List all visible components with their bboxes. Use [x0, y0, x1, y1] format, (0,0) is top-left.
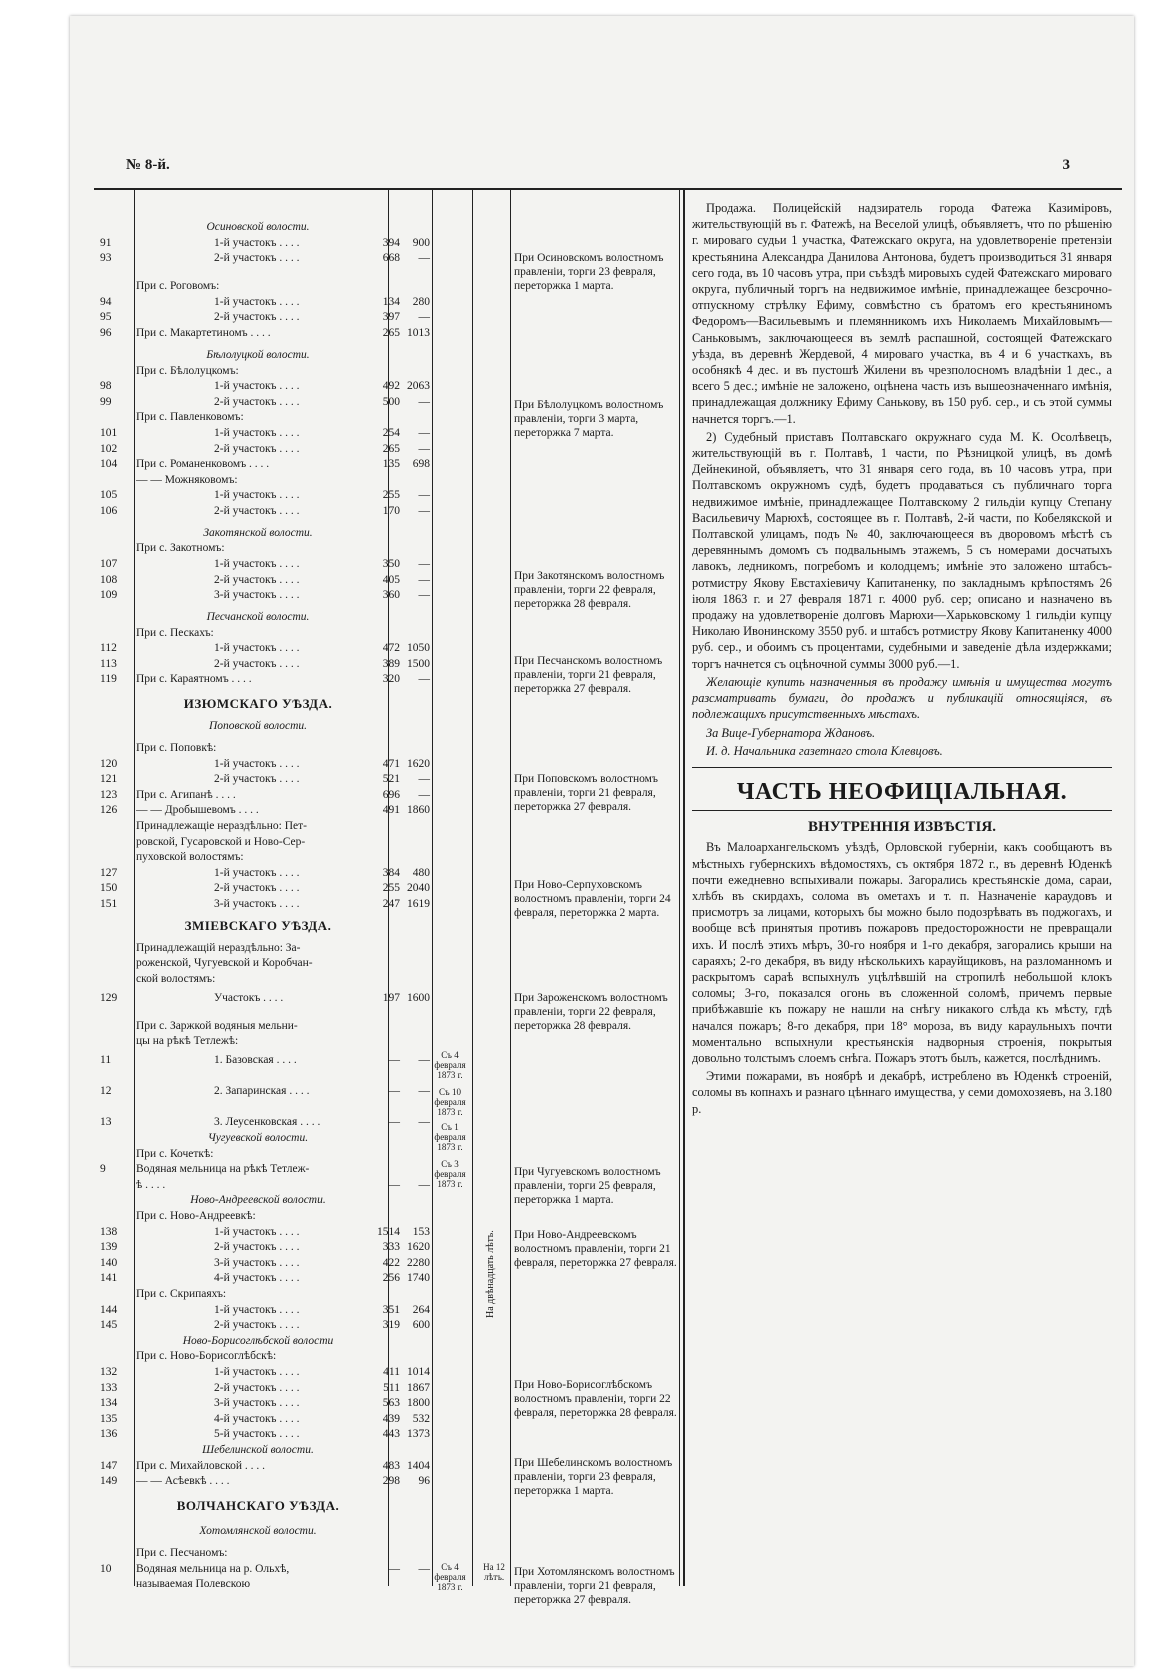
desyatin-value: —: [388, 1562, 400, 1575]
desyatin-value: 1514: [377, 1225, 400, 1238]
lot-location: При с. Караятномъ . . . .: [136, 673, 252, 686]
desyatin-value: 360: [382, 589, 400, 602]
lot-location: При с. Ново-Андреевкѣ:: [136, 1210, 256, 1223]
column-divider: [683, 188, 685, 1586]
lot-number: 140: [100, 1256, 118, 1269]
lot-plot: 1-й участокъ . . . .: [214, 1303, 300, 1316]
lot-location: При с. Закотномъ:: [136, 542, 225, 555]
lease-term: Съ 10 февраля 1873 г.: [434, 1087, 466, 1118]
desyatin-value: 197: [382, 991, 400, 1004]
desyatin-value: 134: [382, 295, 400, 308]
col-rule: [510, 188, 511, 1586]
sale-notice-2: 2) Судебный приставъ Полтавскаго окружнаго суда М. К. Осолѣвецъ, жительствующій въ г. Полтавѣ, 1 части, по Рѣзницкой улицѣ, въ домѣ Дейнекиной, объявляетъ, что 31 января сего года, въ 10 часовъ утра, при Полтавскомъ окружномъ судѣ, будетъ продаваться съ публичнаго торга недвижимое имѣніе, принадлежащее Полтавскому 2 гильдіи купцу Степану Васильевичу Марюхѣ, состоящее въ г. Полтавѣ, 2-й части, по Кобелякской и Полтавской улицамъ, подъ № 40, заключающееся въ дворовомъ мѣстѣ съ деревяннымъ домомъ съ подвальнымъ этажемъ, 5 съ номерами досчатыхъ лавокъ, ледникомъ, погребомъ и колодцемъ; имѣніе это заложено штабсъ-ротмистру Якову Евстахіевичу Капитаненку, по закладнымъ крѣпостямъ 26 іюля 1863 г. и 27 февраля 1871 г. 4000 руб. сер; описано и назначено въ продажу на удовлетвореніе долговъ Марюхи—Харьковскому 1 гильдіи купцу Николаю Ивонинскому 3550 руб. и штабсъ ротмистру Якову Капитаненку 4000 руб. сер., и обоимъ съ процентами, судебными и заведеніе дѣла издержками; торгъ начнется съ оцѣночной суммы 3000 руб.—1.: [692, 429, 1112, 671]
rent-value: —: [418, 1054, 430, 1067]
lot-plot: 1-й участокъ . . . .: [214, 426, 300, 439]
signature-desk-head: И. д. Начальника газетнаго стола Клевцовъ.: [706, 743, 943, 758]
news-article: Въ Малоархангельскомъ уѣздѣ, Орловской губерніи, какъ сообщаютъ въ мѣстныхъ губернскихъ вѣдомостяхъ, съ октября 1872 г., въ деревнѣ Юденкѣ почти ежедневно вспыхивали пожары. Загорались крестьянскіе дома, сараи, хлѣбъ въ скирдахъ, солома въ ометахъ и т. п. Назначеніе караудовъ и присмотръ за лицами, которыхъ бы можно было подозрѣвать въ поджогахъ, и вообще всѣ принятыя противъ пожаровъ предосторожности не превращали ихъ. И послѣ этихъ мѣръ, 30-го ноября и 1-го декабря, загорались крыши на сараяхъ; 2-го декабря, въ виду нѣсколькихъ карауйщиковъ, на разломанномъ и раскрытомъ сараѣ вспыхнулъ уцѣлѣвшій на стропилѣ небольшой клокъ соломы; 3-го, показался огонь въ сложенной соломѣ, причемъ первые прибѣжавшіе къ пожару не нашли на снѣгу никакого слѣда къ мѣсту, гдѣ начался пожаръ; 8-го декабря, при 18° мороза, въ виду караульныхъ почти моментально вспыхнули крестьянскія надворныя строенія, покрытыя довольно толстымъ слоемъ снѣга. Пожаръ этотъ былъ, кажется, послѣднимъ.: [692, 840, 1112, 1065]
lot-number: 104: [100, 458, 118, 471]
lot-plot: 1-й участокъ . . . .: [214, 557, 300, 570]
lot-location: При с. Заржкой водяныя мельни-: [136, 1019, 298, 1032]
lot-plot: 1-й участокъ . . . .: [214, 1366, 300, 1379]
lot-location: ской волостямъ:: [136, 972, 216, 985]
rent-value: 600: [412, 1319, 430, 1332]
auction-note: При Песчанскомъ волостномъ правленіи, торги 21 февраля, переторжка 27 февраля.: [514, 654, 663, 695]
subsection-title: ВНУТРЕННІЯ ИЗВѢСТІЯ.: [808, 819, 996, 836]
lot-number: 9: [100, 1163, 106, 1176]
rent-value: 1600: [407, 991, 430, 1004]
lot-location: Водяная мельница на р. Ольхѣ,: [136, 1562, 290, 1575]
desyatin-value: 492: [382, 380, 400, 393]
desyatin-value: 319: [382, 1319, 400, 1332]
lot-plot: 2-й участокъ . . . .: [214, 395, 300, 408]
lot-number: 11: [100, 1054, 112, 1067]
desyatin-value: 351: [382, 1303, 400, 1316]
lot-plot: 1-й участокъ . . . .: [214, 380, 300, 393]
district-name: ИЗЮМСКАГО УѢЗДА.: [183, 696, 333, 712]
volost-name: Песчанской волости.: [206, 611, 310, 623]
lot-plot: 4-й участокъ . . . .: [214, 1272, 300, 1285]
newspaper-page: [70, 16, 1134, 1666]
lease-term: Съ 1 февраля 1873 г.: [434, 1121, 466, 1152]
lot-number: 102: [100, 442, 118, 455]
col-rule: [134, 188, 135, 1586]
lot-number: 99: [100, 395, 112, 408]
desyatin-value: —: [388, 1054, 400, 1067]
auction-note: При Ново-Борисоглѣбскомъ волостномъ правленіи, торги 22 февраля, переторжка 28 февраля.: [514, 1378, 677, 1419]
lot-location: При с. Скрипаяхъ:: [136, 1288, 227, 1301]
rent-value: 1500: [407, 657, 430, 670]
desyatin-value: 333: [382, 1241, 400, 1254]
desyatin-value: 439: [382, 1412, 400, 1425]
rent-value: —: [418, 311, 430, 324]
lot-number: 145: [100, 1319, 118, 1332]
auction-note: При Поповскомъ волостномъ правленіи, торги 21 февраля, переторжка 27 февраля.: [514, 773, 658, 814]
sale-notice-1: Продажа. Полицейскій надзиратель города Фатежа Казиміровъ, жительствующій въ г. Фатежѣ, на Веселой улицѣ, объявляетъ, что по рѣшенію г. мироваго судьи 1 участка, Фатежскаго округа, на удовлетвореніе претензіи крестьянина Александра Данилова Антонова, будетъ производиться 31 января сего года, въ 10 часовъ утра, при съѣздѣ мировыхъ судей Фатежскаго мироваго округа, публичный торгъ на недвижимое имѣніе, принадлежащее безсрочно-отпускному стрѣлку Ефиму, совмѣстно съ братомъ его крестьяниномъ Федоромъ—Васильевымъ и племянникомъ ихъ Николаемъ Михайловымъ—Саньковымъ, заключающееся въ землѣ распашной, состоящей Фатежскаго уѣзда, въ деревнѣ Жердевой, 4 мироваго участка, въ 4 и 6 участкахъ, въ особнякѣ 4 дес. и въ пустошѣ Жилени въ чрезполосномъ владѣніи 1 дес., а всего 5 дес.; имѣніе не заложено, оцѣнена часть изъ вышеозначеннаго имѣнія, принадлежащая должнику Ефиму Санькову, въ 150 руб. сер., и съ этой суммы начнется торгъ.—1.: [692, 201, 1112, 426]
rent-value: 2063: [407, 380, 430, 393]
auction-table: [98, 188, 730, 1606]
lot-plot: 2-й участокъ . . . .: [214, 442, 300, 455]
auction-note: При Зароженскомъ волостномъ правленіи, торги 22 февраля, переторжка 28 февраля.: [514, 991, 668, 1032]
lot-number: 109: [100, 589, 118, 602]
lot-number: 127: [100, 866, 118, 879]
rent-value: 2040: [407, 882, 430, 895]
rent-value: —: [418, 788, 430, 801]
lot-number: 94: [100, 295, 112, 308]
lot-location: роженской, Чугуевской и Коробчан-: [136, 957, 313, 970]
col-rule: [472, 188, 473, 1586]
page-number: 3: [1062, 157, 1070, 173]
rent-value: —: [418, 252, 430, 265]
lot-number: 107: [100, 557, 118, 570]
col-rule: [432, 188, 433, 1586]
lot-number: 106: [100, 504, 118, 517]
section-rule: [692, 767, 1112, 768]
rent-value: 1620: [407, 1241, 430, 1254]
lot-plot: 1-й участокъ . . . .: [214, 236, 300, 249]
lot-number: 10: [100, 1562, 112, 1575]
lot-number: 144: [100, 1303, 118, 1316]
rent-value: —: [418, 426, 430, 439]
desyatin-value: 443: [382, 1428, 400, 1441]
rent-value: 1860: [407, 804, 430, 817]
lot-location: При с. Бѣлолуцкомъ:: [136, 364, 239, 377]
lot-plot: 1-й участокъ . . . .: [214, 295, 300, 308]
district-name: ЗМІЕВСКАГО УѢЗДА.: [184, 917, 332, 933]
desyatin-value: 696: [382, 788, 400, 801]
desyatin-value: 384: [382, 866, 400, 879]
lot-location: При с. Поповкѣ:: [136, 742, 217, 755]
desyatin-value: 265: [382, 442, 400, 455]
desyatin-value: 511: [383, 1381, 400, 1394]
volost-name: Ново-Андреевской волости.: [190, 1194, 326, 1207]
rent-value: 1404: [407, 1459, 430, 1472]
closing-note: Желающіе купить назначенныя въ продажу имѣнія и имущества могутъ разсматривать бумаги, до продажъ и публикацій относящіяся, въ подлежащихъ присутственныхъ мѣстахъ.: [692, 674, 1112, 722]
lot-number: 126: [100, 804, 118, 817]
desyatin-value: 256: [382, 1272, 400, 1285]
auction-note: При Хотомлянскомъ волостномъ правленіи, торги 21 февраля, переторжка 27 февраля.: [514, 1565, 675, 1606]
lot-plot: 1-й участокъ . . . .: [214, 642, 300, 655]
lot-location: При с. Песчаномъ:: [136, 1547, 228, 1559]
lot-plot: 2-й участокъ . . . .: [214, 657, 300, 670]
desyatin-value: 255: [382, 489, 400, 502]
lot-plot: 5-й участокъ . . . .: [214, 1428, 300, 1441]
lot-location: ѣ . . . .: [136, 1178, 166, 1191]
desyatin-value: —: [388, 1116, 400, 1129]
desyatin-value: 471: [382, 757, 400, 770]
lot-number: 98: [100, 380, 112, 393]
lot-plot: 1. Базовская . . . .: [214, 1054, 297, 1067]
lot-location: Водяная мельница на рѣкѣ Тетлеж-: [136, 1163, 310, 1176]
lot-number: 112: [100, 642, 117, 655]
lot-number: 150: [100, 882, 118, 895]
rent-value: —: [418, 673, 430, 686]
lot-location: называемая Полевскою: [136, 1578, 251, 1591]
rent-value: 1620: [407, 757, 430, 770]
district-name: ВОЛЧАНСКАГО УѢЗДА.: [176, 1498, 340, 1514]
auction-note: При Шебелинскомъ волостномъ правленіи, торги 23 февраля, переторжка 1 марта.: [514, 1456, 673, 1497]
rent-value: —: [418, 1116, 430, 1129]
rent-value: 96: [418, 1475, 430, 1488]
volost-name: Поповской волости.: [208, 720, 308, 733]
rent-value: 1740: [407, 1272, 430, 1285]
rent-value: 480: [412, 866, 430, 879]
desyatin-value: 170: [382, 504, 400, 517]
rent-value: —: [418, 557, 430, 570]
lot-number: 133: [100, 1381, 118, 1394]
lot-number: 12: [100, 1085, 112, 1098]
lot-plot: 1-й участокъ . . . .: [214, 866, 300, 879]
desyatin-value: 298: [382, 1475, 400, 1488]
lot-location: При с. Пескахъ:: [136, 626, 214, 639]
desyatin-value: 483: [382, 1459, 400, 1472]
lease-term: Съ 4 февраля 1873 г.: [434, 1049, 466, 1080]
lot-number: 136: [100, 1428, 118, 1441]
rent-value: —: [418, 573, 430, 586]
lot-number: 129: [100, 991, 118, 1004]
lot-plot: 4-й участокъ . . . .: [214, 1412, 300, 1425]
vertical-term-note: На двѣнадцать лѣтъ.: [485, 1230, 496, 1318]
lot-number: 91: [100, 236, 112, 249]
volost-name: Чугуевской волости.: [207, 1132, 309, 1145]
section-rule: [692, 810, 1112, 811]
auction-note: При Чугуевскомъ волостномъ правленіи, торги 25 февраля, переторжка 1 марта.: [514, 1166, 661, 1207]
lot-location: пуховской волостямъ:: [136, 851, 244, 864]
lot-plot: 2-й участокъ . . . .: [214, 1381, 300, 1394]
lease-term: Съ 4 февраля 1873 г.: [434, 1561, 466, 1592]
desyatin-value: 389: [382, 657, 400, 670]
rent-value: 280: [412, 295, 430, 308]
rent-value: 2280: [407, 1256, 430, 1269]
auction-note: При Закотянскомъ волостномъ правленіи, торги 22 февраля, переторжка 28 февраля.: [514, 570, 665, 611]
rent-value: 1013: [407, 327, 430, 340]
lot-number: 101: [100, 426, 118, 439]
lease-term: Съ 3 февраля 1873 г.: [434, 1159, 466, 1190]
volost-name: Бѣлолуцкой волости.: [206, 348, 310, 361]
lot-location: Принадлежащіе нераздѣльно: Пет-: [136, 820, 308, 833]
rent-value: 1050: [407, 642, 430, 655]
lot-location: При с. Агипанѣ . . . .: [136, 788, 236, 801]
desyatin-value: 320: [382, 673, 400, 686]
rent-value: 1619: [407, 898, 430, 911]
desyatin-value: 521: [382, 773, 400, 786]
rent-value: —: [418, 1562, 430, 1575]
desyatin-value: 397: [382, 311, 400, 324]
lot-location: При с. Макартетиномъ . . . .: [136, 327, 271, 340]
lot-number: 121: [100, 773, 118, 786]
rent-value: 153: [412, 1225, 430, 1238]
auction-note: При Ново-Андреевскомъ волостномъ правленіи, торги 21 февраля, переторжка 27 февраля.: [514, 1228, 677, 1269]
lot-number: 96: [100, 327, 112, 340]
desyatin-value: —: [388, 1178, 400, 1191]
section-title: ЧАСТЬ НЕОФИЦІАЛЬНАЯ.: [736, 778, 1068, 805]
lot-plot: 2-й участокъ . . . .: [214, 1319, 300, 1332]
lot-location: При с. Роговомъ:: [136, 280, 220, 293]
desyatin-value: 491: [382, 804, 400, 817]
lot-number: 147: [100, 1459, 118, 1472]
rent-value: 1373: [407, 1428, 430, 1441]
rent-value: 900: [412, 236, 430, 249]
auction-note: При Бѣлолуцкомъ волостномъ правленіи, торги 3 марта, переторжка 7 марта.: [514, 398, 664, 439]
column-divider: [679, 188, 680, 1586]
lot-location: — — Асѣевкѣ . . . .: [136, 1475, 230, 1488]
lot-location: При с. Павленковомъ:: [136, 411, 244, 424]
lot-plot: 2-й участокъ . . . .: [214, 573, 300, 586]
lot-number: 132: [100, 1366, 118, 1379]
desyatin-value: 254: [382, 426, 400, 439]
lot-plot: Участокъ . . . .: [214, 991, 284, 1004]
news-article-cont: Этими пожарами, въ ноябрѣ и декабрѣ, истреблено въ Юденкѣ строеній, соломы въ копнахъ и разнаго цѣннаго имущества, у семи домохозяевъ, на 3.180 р.: [692, 1069, 1112, 1116]
desyatin-value: 472: [382, 642, 400, 655]
lot-plot: 3-й участокъ . . . .: [214, 898, 300, 911]
lot-number: 123: [100, 788, 118, 801]
lot-plot: 3-й участокъ . . . .: [214, 1397, 300, 1410]
lot-location: — — Дробышевомъ . . . .: [136, 804, 259, 817]
volost-name: Осиновской волости.: [206, 221, 310, 233]
lot-plot: 3-й участокъ . . . .: [214, 1256, 300, 1269]
lot-location: ровской, Гусаровской и Ново-Сер-: [136, 835, 306, 848]
lot-number: 141: [100, 1272, 118, 1285]
rent-value: 532: [412, 1412, 430, 1425]
desyatin-value: 411: [383, 1366, 400, 1379]
lot-number: 113: [100, 657, 117, 670]
volost-name: Закотянской волости.: [203, 526, 313, 539]
volost-name: Шебелинской волости.: [202, 1444, 314, 1457]
lot-plot: 1-й участокъ . . . .: [214, 489, 300, 502]
lot-number: 120: [100, 757, 118, 770]
lot-location: Принадлежащій нераздѣльно: За-: [136, 941, 301, 954]
desyatin-value: 255: [382, 882, 400, 895]
lot-location: При с. Кочеткѣ:: [136, 1147, 214, 1160]
desyatin-value: 350: [382, 557, 400, 570]
lot-location: цы на рѣкѣ Тетлежѣ:: [136, 1035, 239, 1048]
issue-number: № 8-й.: [126, 157, 170, 173]
rent-value: 264: [412, 1303, 430, 1316]
rent-value: —: [418, 489, 430, 502]
rent-value: 1014: [407, 1366, 430, 1379]
lot-number: 139: [100, 1241, 118, 1254]
signature-vice-governor: За Вице-Губернатора Ждановъ.: [706, 725, 876, 740]
lot-plot: 2-й участокъ . . . .: [214, 311, 300, 324]
lot-plot: 3. Леусенковская . . . .: [214, 1116, 321, 1129]
rent-value: —: [418, 773, 430, 786]
lot-plot: 1-й участокъ . . . .: [214, 1225, 300, 1238]
desyatin-value: —: [388, 1085, 400, 1098]
lot-location: При с. Михайловской . . . .: [136, 1459, 266, 1472]
lease-term: На 12 лѣтъ.: [483, 1561, 505, 1582]
desyatin-value: 405: [382, 573, 400, 586]
rent-value: 1800: [407, 1397, 430, 1410]
lot-plot: 1-й участокъ . . . .: [214, 757, 300, 770]
lot-number: 149: [100, 1475, 118, 1488]
rent-value: —: [418, 1085, 430, 1098]
lot-location: При с. Романенковомъ . . . .: [136, 458, 270, 471]
lot-location: При с. Ново-Борисоглѣбскѣ:: [136, 1350, 277, 1363]
volost-name: Ново-Борисоглѣбской волости: [182, 1334, 334, 1347]
rent-value: —: [418, 504, 430, 517]
rent-value: —: [418, 442, 430, 455]
desyatin-value: 135: [382, 458, 400, 471]
lot-number: 151: [100, 898, 118, 911]
rent-value: —: [418, 589, 430, 602]
lot-plot: 2-й участокъ . . . .: [214, 252, 300, 265]
auction-note: При Осиновскомъ волостномъ правленіи, торги 23 февраля, переторжка 1 марта.: [514, 252, 664, 293]
lot-number: 135: [100, 1412, 118, 1425]
lot-number: 95: [100, 311, 112, 324]
desyatin-value: 500: [382, 395, 400, 408]
lot-number: 138: [100, 1225, 118, 1238]
rent-value: 698: [412, 458, 430, 471]
lot-number: 134: [100, 1397, 118, 1410]
rent-value: —: [418, 1178, 430, 1191]
desyatin-value: 668: [382, 252, 400, 265]
lot-number: 93: [100, 252, 112, 265]
lot-plot: 2-й участокъ . . . .: [214, 773, 300, 786]
lot-number: 108: [100, 573, 118, 586]
desyatin-value: 563: [382, 1397, 400, 1410]
lot-location: — — Можняковомъ:: [136, 473, 238, 486]
right-column: [692, 200, 1112, 1119]
lot-number: 119: [100, 673, 117, 686]
lot-plot: 2-й участокъ . . . .: [214, 882, 300, 895]
desyatin-value: 394: [382, 236, 400, 249]
desyatin-value: 265: [382, 327, 400, 340]
desyatin-value: 422: [382, 1256, 400, 1269]
lot-plot: 2-й участокъ . . . .: [214, 504, 300, 517]
auction-note: При Ново-Серпуховскомъ волостномъ правленіи, торги 24 февраля, переторжка 2 марта.: [514, 879, 671, 920]
lot-plot: 2. Запаринская . . . .: [214, 1085, 310, 1098]
lot-plot: 3-й участокъ . . . .: [214, 589, 300, 602]
lot-number: 13: [100, 1116, 112, 1129]
rent-value: 1867: [407, 1381, 430, 1394]
desyatin-value: 247: [382, 898, 400, 911]
lot-number: 105: [100, 489, 118, 502]
lot-plot: 2-й участокъ . . . .: [214, 1241, 300, 1254]
rent-value: —: [418, 395, 430, 408]
volost-name: Хотомлянской волости.: [199, 1525, 317, 1538]
